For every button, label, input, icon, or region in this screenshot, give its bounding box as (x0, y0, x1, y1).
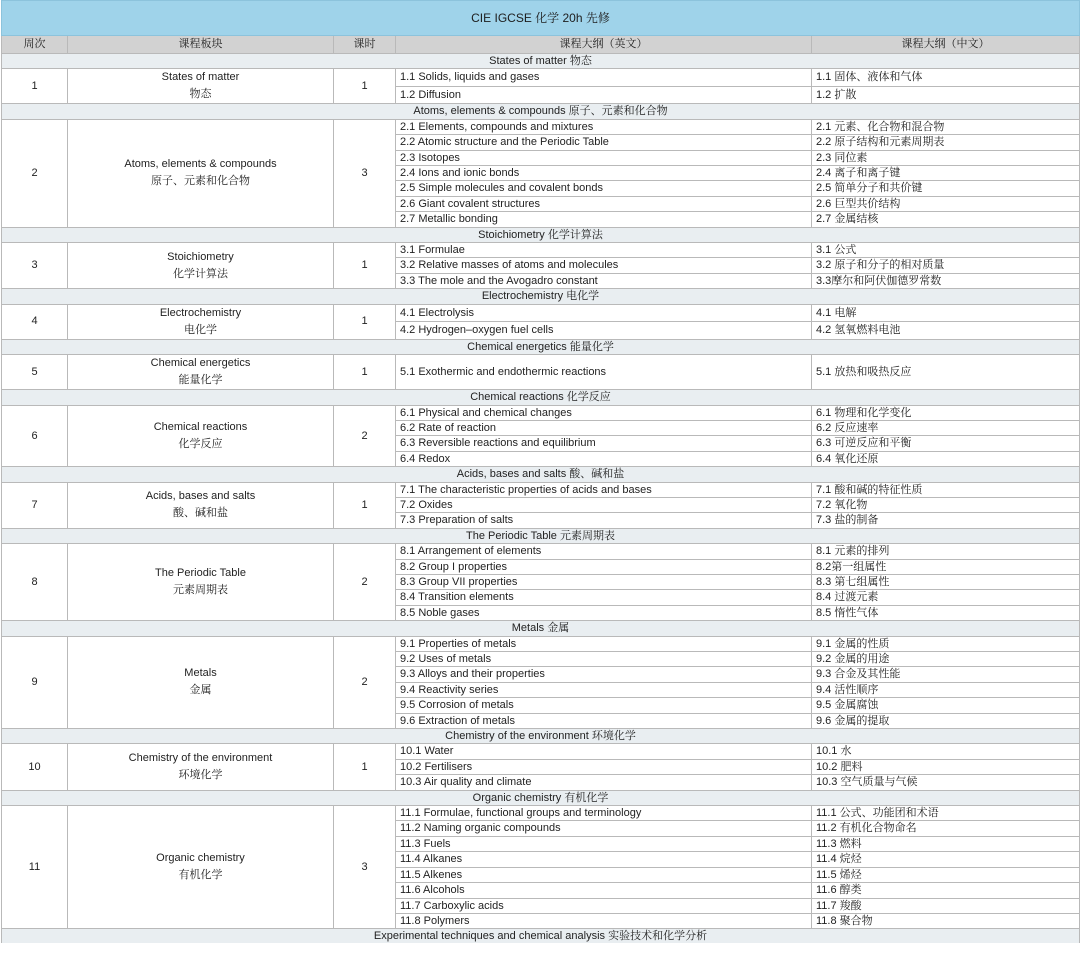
module-name-en: Stoichiometry (167, 250, 234, 263)
topic-row (2, 304, 1080, 322)
outline-cn-cell: 7.1 酸和碱的特征性质 (812, 482, 1080, 497)
outline-en-cell: 9.1 Properties of metals (396, 636, 812, 651)
outline-en-cell: 8.1 Arrangement of elements (396, 544, 812, 559)
outline-en-cell: 11.8 Polymers (396, 913, 812, 928)
outline-en-cell: 6.1 Physical and chemical changes (396, 405, 812, 420)
hours-cell: 1 (334, 69, 396, 104)
module-cell (68, 544, 334, 621)
outline-en-cell: 2.4 Ions and ionic bonds (396, 166, 812, 181)
outline-en-cell: 2.7 Metallic bonding (396, 212, 812, 227)
outline-en-cell: 3.1 Formulae (396, 243, 812, 258)
module-banner: Atoms, elements & compounds 原子、元素和化合物 (2, 104, 1080, 119)
hours-cell: 1 (334, 482, 396, 528)
header-outline-en: 课程大纲（英文） (396, 36, 812, 54)
outline-en-cell: 10.1 Water (396, 744, 812, 759)
outline-cn-cell: 6.2 反应速率 (812, 420, 1080, 435)
outline-cn-cell: 9.3 合金及其性能 (812, 667, 1080, 682)
outline-en-cell: 11.3 Fuels (396, 836, 812, 851)
topic-row (2, 806, 1080, 821)
module-name-en: Chemical reactions (153, 420, 248, 433)
outline-en-cell: 2.5 Simple molecules and covalent bonds (396, 181, 812, 196)
outline-en-cell: 8.4 Transition elements (396, 590, 812, 605)
outline-en-cell: 4.2 Hydrogen–oxygen fuel cells (396, 322, 812, 340)
hours-cell: 1 (334, 355, 396, 390)
module-banner-row (2, 929, 1080, 944)
module-cell (68, 482, 334, 528)
hours-cell: 3 (334, 806, 396, 929)
hours-cell: 2 (334, 405, 396, 467)
outline-cn-cell: 2.2 原子结构和元素周期表 (812, 135, 1080, 150)
outline-en-cell: 9.3 Alloys and their properties (396, 667, 812, 682)
outline-en-cell: 1.1 Solids, liquids and gases (396, 69, 812, 87)
outline-cn-cell: 7.2 氧化物 (812, 497, 1080, 512)
module-banner-row (2, 790, 1080, 805)
outline-cn-cell: 3.3摩尔和阿伏伽德罗常数 (812, 273, 1080, 288)
outline-cn-cell: 11.4 烷烃 (812, 852, 1080, 867)
week-cell: 6 (2, 405, 68, 467)
outline-en-cell: 7.3 Preparation of salts (396, 513, 812, 528)
outline-cn-cell: 2.7 金属结核 (812, 212, 1080, 227)
module-cell (68, 355, 334, 390)
outline-cn-cell: 2.1 元素、化合物和混合物 (812, 119, 1080, 134)
week-cell: 11 (2, 806, 68, 929)
outline-en-cell: 4.1 Electrolysis (396, 304, 812, 322)
module-banner: Experimental techniques and chemical analysis 实验技术和化学分析 (2, 929, 1080, 944)
module-banner: Chemical energetics 能量化学 (2, 339, 1080, 354)
module-cell (68, 636, 334, 728)
hours-cell: 2 (334, 544, 396, 621)
outline-cn-cell: 6.4 氧化还原 (812, 451, 1080, 466)
hours-cell: 3 (334, 119, 396, 227)
outline-cn-cell: 8.3 第七组属性 (812, 574, 1080, 589)
outline-en-cell: 6.4 Redox (396, 451, 812, 466)
outline-cn-cell: 11.5 烯烃 (812, 867, 1080, 882)
outline-cn-cell: 8.2第一组属性 (812, 559, 1080, 574)
module-banner: Organic chemistry 有机化学 (2, 790, 1080, 805)
outline-en-cell: 11.1 Formulae, functional groups and terminology (396, 806, 812, 821)
outline-cn-cell: 11.2 有机化合物命名 (812, 821, 1080, 836)
outline-cn-cell: 2.5 简单分子和共价键 (812, 181, 1080, 196)
outline-en-cell: 8.5 Noble gases (396, 605, 812, 620)
outline-cn-cell: 8.1 元素的排列 (812, 544, 1080, 559)
outline-en-cell: 8.3 Group VII properties (396, 574, 812, 589)
topic-row (2, 544, 1080, 559)
hours-cell: 2 (334, 636, 396, 728)
outline-cn-cell: 11.3 燃料 (812, 836, 1080, 851)
week-cell: 7 (2, 482, 68, 528)
outline-cn-cell: 11.6 醇类 (812, 883, 1080, 898)
module-banner-row (2, 227, 1080, 242)
outline-cn-cell: 3.2 原子和分子的相对质量 (812, 258, 1080, 273)
module-cell (68, 119, 334, 227)
outline-en-cell: 7.1 The characteristic properties of acids and bases (396, 482, 812, 497)
module-banner: Acids, bases and salts 酸、碱和盐 (2, 467, 1080, 482)
outline-en-cell: 10.2 Fertilisers (396, 759, 812, 774)
hours-cell: 1 (334, 304, 396, 339)
outline-cn-cell: 4.1 电解 (812, 304, 1080, 322)
outline-cn-cell: 8.5 惰性气体 (812, 605, 1080, 620)
topic-row (2, 243, 1080, 258)
outline-cn-cell: 1.2 扩散 (812, 86, 1080, 104)
module-banner: Stoichiometry 化学计算法 (2, 227, 1080, 242)
module-name-cn: 元素周期表 (173, 584, 228, 597)
module-name-cn: 有机化学 (178, 869, 223, 882)
outline-cn-cell: 8.4 过渡元素 (812, 590, 1080, 605)
module-banner: Electrochemistry 电化学 (2, 289, 1080, 304)
module-cell (68, 806, 334, 929)
module-cell (68, 744, 334, 790)
module-name-cn: 物态 (189, 88, 212, 101)
outline-cn-cell: 9.2 金属的用途 (812, 652, 1080, 667)
module-name-en: Chemical energetics (150, 357, 251, 370)
module-name-cn: 环境化学 (178, 769, 223, 782)
week-cell: 3 (2, 243, 68, 289)
outline-en-cell: 11.7 Carboxylic acids (396, 898, 812, 913)
module-banner: States of matter 物态 (2, 54, 1080, 69)
outline-cn-cell: 9.1 金属的性质 (812, 636, 1080, 651)
week-cell: 10 (2, 744, 68, 790)
outline-en-cell: 11.4 Alkanes (396, 852, 812, 867)
module-name-cn: 电化学 (184, 323, 217, 336)
module-name-cn: 金属 (189, 684, 212, 697)
topic-row (2, 69, 1080, 87)
outline-cn-cell: 11.7 羧酸 (812, 898, 1080, 913)
outline-en-cell: 11.2 Naming organic compounds (396, 821, 812, 836)
outline-en-cell: 11.5 Alkenes (396, 867, 812, 882)
outline-en-cell: 9.4 Reactivity series (396, 682, 812, 697)
outline-cn-cell: 10.3 空气质量与气候 (812, 775, 1080, 790)
topic-row (2, 405, 1080, 420)
outline-en-cell: 3.3 The mole and the Avogadro constant (396, 273, 812, 288)
outline-en-cell: 11.6 Alcohols (396, 883, 812, 898)
outline-cn-cell: 3.1 公式 (812, 243, 1080, 258)
module-banner: The Periodic Table 元素周期表 (2, 528, 1080, 543)
module-name-en: Acids, bases and salts (145, 490, 256, 503)
module-banner-row (2, 621, 1080, 636)
week-cell: 9 (2, 636, 68, 728)
module-cell (68, 243, 334, 289)
outline-en-cell: 2.6 Giant covalent structures (396, 196, 812, 211)
module-name-cn: 原子、元素和化合物 (151, 175, 250, 188)
outline-cn-cell: 7.3 盐的制备 (812, 513, 1080, 528)
module-banner-row (2, 528, 1080, 543)
header-module: 课程板块 (68, 36, 334, 54)
table-title: CIE IGCSE 化学 20h 先修 (2, 1, 1080, 36)
outline-cn-cell: 4.2 氢氧燃料电池 (812, 322, 1080, 340)
outline-en-cell: 9.6 Extraction of metals (396, 713, 812, 728)
week-cell: 1 (2, 69, 68, 104)
outline-cn-cell: 9.6 金属的提取 (812, 713, 1080, 728)
module-name-cn: 酸、碱和盐 (173, 507, 228, 520)
module-name-en: Metals (184, 667, 217, 680)
outline-cn-cell: 9.4 活性顺序 (812, 682, 1080, 697)
outline-cn-cell: 11.1 公式、功能团和术语 (812, 806, 1080, 821)
outline-cn-cell: 9.5 金属腐蚀 (812, 698, 1080, 713)
module-name-cn: 能量化学 (178, 374, 223, 387)
title-row (2, 1, 1080, 36)
topic-row (2, 119, 1080, 134)
header-hours: 课时 (334, 36, 396, 54)
outline-en-cell: 10.3 Air quality and climate (396, 775, 812, 790)
module-banner: Chemistry of the environment 环境化学 (2, 729, 1080, 744)
module-banner-row (2, 390, 1080, 405)
outline-en-cell: 2.2 Atomic structure and the Periodic Table (396, 135, 812, 150)
module-name-en: Chemistry of the environment (128, 752, 273, 765)
outline-cn-cell: 5.1 放热和吸热反应 (812, 355, 1080, 390)
week-cell: 5 (2, 355, 68, 390)
module-banner-row (2, 104, 1080, 119)
outline-en-cell: 9.2 Uses of metals (396, 652, 812, 667)
topic-row (2, 636, 1080, 651)
module-name-en: Electrochemistry (159, 306, 242, 319)
outline-cn-cell: 6.1 物理和化学变化 (812, 405, 1080, 420)
outline-cn-cell: 11.8 聚合物 (812, 913, 1080, 928)
module-banner-row (2, 339, 1080, 354)
topic-row (2, 482, 1080, 497)
topic-row (2, 744, 1080, 759)
module-cell (68, 304, 334, 339)
outline-cn-cell: 2.6 巨型共价结构 (812, 196, 1080, 211)
week-cell: 8 (2, 544, 68, 621)
hours-cell: 1 (334, 243, 396, 289)
header-row (2, 36, 1080, 54)
module-banner-row (2, 729, 1080, 744)
outline-en-cell: 1.2 Diffusion (396, 86, 812, 104)
header-outline-cn: 课程大纲（中文） (812, 36, 1080, 54)
syllabus-table (1, 0, 1080, 943)
module-name-en: Atoms, elements & compounds (124, 158, 277, 171)
module-name-cn: 化学计算法 (173, 267, 228, 280)
outline-en-cell: 8.2 Group I properties (396, 559, 812, 574)
topic-row (2, 355, 1080, 390)
module-name-en: Organic chemistry (156, 852, 245, 865)
module-banner-row (2, 54, 1080, 69)
outline-en-cell: 2.1 Elements, compounds and mixtures (396, 119, 812, 134)
outline-en-cell: 5.1 Exothermic and endothermic reactions (396, 355, 812, 390)
outline-en-cell: 6.3 Reversible reactions and equilibrium (396, 436, 812, 451)
outline-cn-cell: 10.1 水 (812, 744, 1080, 759)
week-cell: 2 (2, 119, 68, 227)
outline-en-cell: 2.3 Isotopes (396, 150, 812, 165)
hours-cell: 1 (334, 744, 396, 790)
week-cell: 4 (2, 304, 68, 339)
outline-en-cell: 6.2 Rate of reaction (396, 420, 812, 435)
outline-en-cell: 3.2 Relative masses of atoms and molecules (396, 258, 812, 273)
outline-cn-cell: 10.2 肥料 (812, 759, 1080, 774)
module-name-cn: 化学反应 (178, 437, 223, 450)
outline-en-cell: 7.2 Oxides (396, 497, 812, 512)
outline-cn-cell: 2.3 同位素 (812, 150, 1080, 165)
module-banner-row (2, 467, 1080, 482)
outline-cn-cell: 1.1 固体、液体和气体 (812, 69, 1080, 87)
module-cell (68, 69, 334, 104)
module-banner-row (2, 289, 1080, 304)
header-week: 周次 (2, 36, 68, 54)
outline-en-cell: 9.5 Corrosion of metals (396, 698, 812, 713)
module-name-en: States of matter (161, 71, 240, 84)
module-banner: Metals 金属 (2, 621, 1080, 636)
outline-cn-cell: 6.3 可逆反应和平衡 (812, 436, 1080, 451)
module-name-en: The Periodic Table (155, 567, 246, 580)
module-banner: Chemical reactions 化学反应 (2, 390, 1080, 405)
outline-cn-cell: 2.4 离子和离子键 (812, 166, 1080, 181)
module-cell (68, 405, 334, 467)
